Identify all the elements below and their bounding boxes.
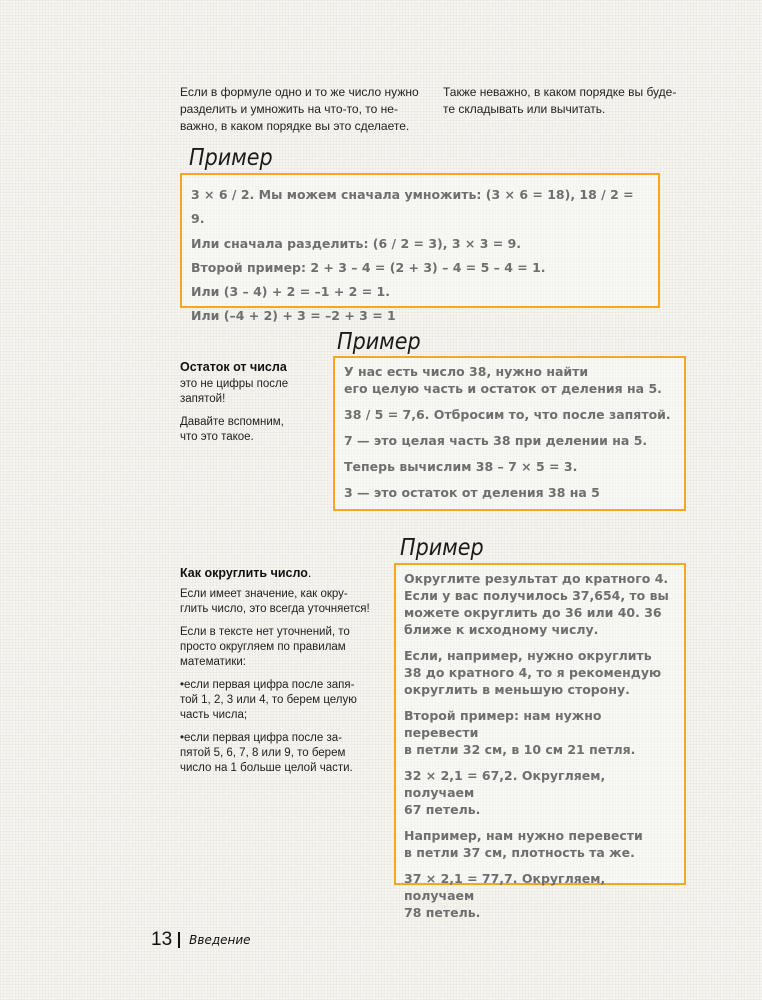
intro-left-line: Если в формуле одно и то же число нужно [180, 85, 419, 99]
example-line: Например, нам нужно перевести в петли 37 см, плотность та же. [404, 828, 643, 860]
side-paragraph: это не цифры после запятой! [180, 378, 289, 405]
intro-left [180, 84, 430, 135]
example-line: Или (3 – 4) + 2 = –1 + 2 = 1. [191, 284, 390, 300]
example-box-2 [333, 356, 686, 511]
example-line: 7 — это целая часть 38 при делении на 5. [344, 433, 648, 448]
example-line: 3 × 6 / 2. Мы можем сначала умножить: (3 × 6 = 18), 18 / 2 = 9. [191, 187, 634, 227]
side-title: Остаток от числа [180, 360, 287, 374]
intro-left-line: разделить и умножить на что-то, то не- [180, 102, 398, 116]
intro-left-line: важно, в каком порядке вы это сделаете. [180, 119, 410, 133]
example-label: Пример [189, 145, 273, 171]
side-bullet: •если первая цифра после запя- той 1, 2, 3 или 4, то берем целую часть числа; [180, 679, 357, 721]
example-line: Второй пример: 2 + 3 – 4 = (2 + 3) – 4 = 5 – 4 = 1. [191, 259, 546, 275]
page-number: 13 [151, 929, 173, 950]
intro-right [443, 84, 693, 118]
intro-right-line: те складывать или вычитать. [443, 102, 606, 116]
example-line: 38 / 5 = 7,6. Отбросим то, что после запятой. [344, 407, 671, 422]
example-line: Если, например, нужно округлить 38 до кратного 4, то я рекомендую округлить в меньшую сторону. [404, 648, 662, 697]
footer-divider [178, 932, 180, 948]
intro-right-line: Также неважно, в каком порядке вы буде- [443, 85, 677, 99]
example-line: Или (–4 + 2) + 3 = –2 + 3 = 1 [191, 308, 396, 324]
example-line: Второй пример: нам нужно перевести в петли 32 см, в 10 см 21 петля. [404, 708, 636, 757]
side-paragraph: Если в тексте нет уточнений, то просто округляем по правилам математики: [180, 626, 350, 668]
example-line: 37 × 2,1 = 77,7. Округляем, получаем 78 петель. [404, 871, 606, 920]
section-title: Введение [189, 933, 251, 947]
example-label: Пример [400, 535, 484, 561]
example-box-3 [394, 563, 686, 920]
example-label: Пример [337, 329, 421, 355]
example-line: Округлите результат до кратного 4. Если у вас получилось 37,654, то вы можете округлить до 36 или 40. 36 ближе к исходному числу. [404, 571, 669, 637]
side-bullet: •если первая цифра после за- пятой 5, 6, 7, 8 или 9, то берем число на 1 больше целой части. [180, 732, 353, 774]
example-line: Или сначала разделить: (6 / 2 = 3), 3 × 3 = 9. [191, 235, 522, 251]
example-box-1 [180, 173, 660, 324]
remainder-side [180, 360, 330, 453]
side-paragraph: Если имеет значение, как окру- глить число, это всегда уточняется! [180, 588, 370, 615]
side-title: Как округлить число. [180, 566, 312, 580]
side-paragraph: Давайте вспомним, что это такое. [180, 416, 284, 443]
round-side [180, 566, 385, 784]
example-line: 3 — это остаток от деления 38 на 5 [344, 485, 600, 500]
page-footer [151, 929, 251, 951]
example-line: 32 × 2,1 = 67,2. Округляем, получаем 67 петель. [404, 768, 606, 817]
example-line: Теперь вычислим 38 – 7 × 5 = 3. [344, 459, 578, 474]
example-line: У нас есть число 38, нужно найти его целую часть и остаток от деления на 5. [344, 364, 662, 396]
